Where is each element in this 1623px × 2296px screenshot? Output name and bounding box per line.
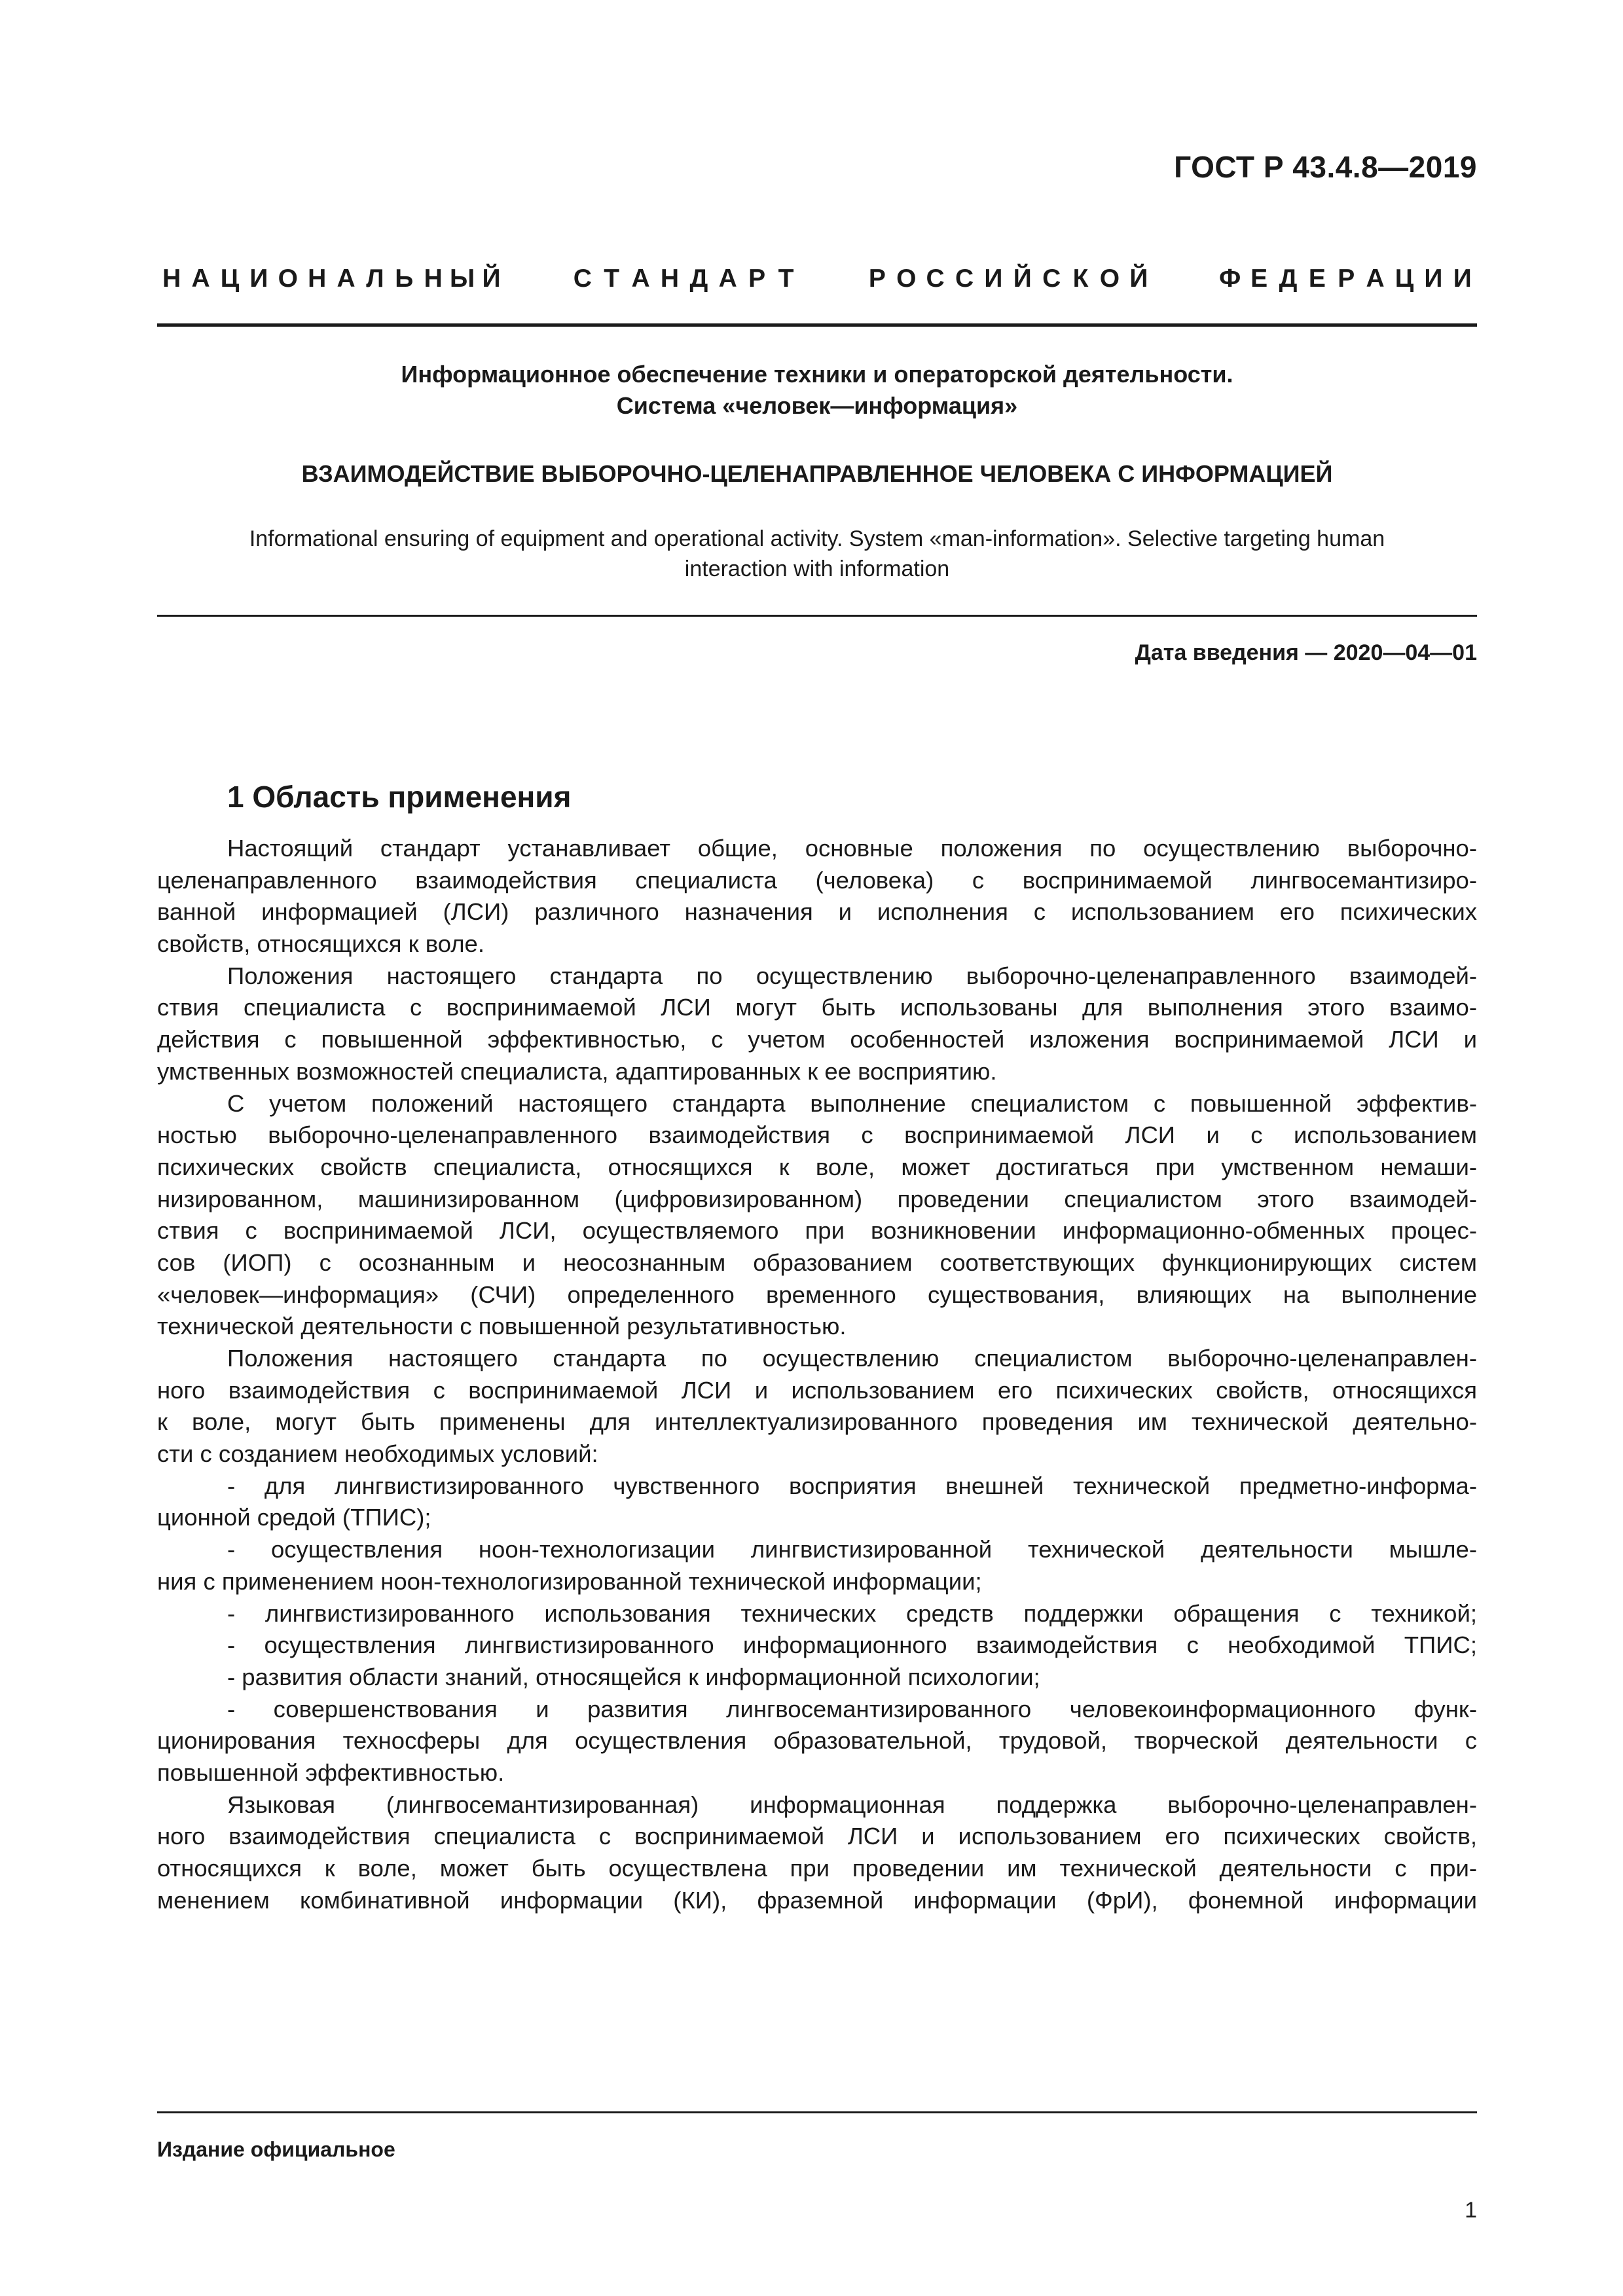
body-line: ствия с воспринимаемой ЛСИ, осуществляемого при возникновении информационно-обменных процес- — [157, 1217, 1477, 1245]
title-main: ВЗАИМОДЕЙСТВИЕ ВЫБОРОЧНО-ЦЕЛЕНАПРАВЛЕННОЕ ЧЕЛОВЕКА С ИНФОРМАЦИЕЙ — [301, 460, 1333, 487]
title-english-line-1: Informational ensuring of equipment and operational activity. System «man-information». Selective targeting human — [249, 526, 1385, 551]
title-english — [157, 524, 1477, 584]
footer-rule — [157, 2111, 1477, 2113]
body-line: свойств, относящихся к воле. — [157, 930, 484, 958]
section-body — [157, 833, 1477, 1916]
national-standard-banner — [157, 264, 1477, 293]
national-standard-word: Р О С С И Й С К О Й — [868, 264, 1148, 293]
page-number: 1 — [1465, 2198, 1477, 2223]
standard-code: ГОСТ Р 43.4.8—2019 — [1174, 150, 1477, 184]
title-line-2: Система «человек—информация» — [616, 392, 1018, 419]
body-line: низированном, машинизированном (цифровизированном) проведении специалистом этого взаимодей- — [157, 1185, 1477, 1212]
body-line: менением комбинативной информации (КИ), фраземной информации (ФрИ), фонемной информации — [157, 1886, 1477, 1914]
body-line: - для лингвистизированного чувственного восприятия внешней технической предметно-информа- — [227, 1472, 1477, 1499]
body-line: к воле, могут быть применены для интеллектуализированного проведения им технической деятельно- — [157, 1408, 1477, 1436]
body-line: психических свойств специалиста, относящихся к воле, может достигаться при умственном немаши- — [157, 1153, 1477, 1180]
body-line: сов (ИОП) с осознанным и неосознанным образованием соответствующих функционирующих систем — [157, 1248, 1477, 1276]
body-line: действия с повышенной эффективностью, с учетом особенностей изложения воспринимаемой ЛСИ и — [157, 1026, 1477, 1053]
body-line: ностью выборочно-целенаправленного взаимодействия с воспринимаемой ЛСИ и с использованием — [157, 1121, 1477, 1149]
body-line: - развития области знаний, относящейся к информационной психологии; — [227, 1663, 1040, 1690]
body-line: Языковая (лингвосемантизированная) информационная поддержка выборочно-целенаправлен- — [227, 1791, 1477, 1818]
body-line: сти с созданием необходимых условий: — [157, 1440, 598, 1468]
body-line: - совершенствования и развития лингвосемантизированного человекоинформационного функ- — [227, 1695, 1477, 1722]
national-standard-word: Н А Ц И О Н А Л Ь Н Ы Й — [162, 264, 501, 293]
body-line: ного взаимодействия специалиста с воспринимаемой ЛСИ и использованием его психических свойств, — [157, 1823, 1477, 1850]
body-line: Положения настоящего стандарта по осуществлению специалистом выборочно-целенаправлен- — [227, 1345, 1477, 1372]
edition-label: Издание официальное — [157, 2138, 395, 2161]
body-line: Настоящий стандарт устанавливает общие, основные положения по осуществлению выборочно- — [227, 835, 1477, 862]
body-line: - осуществления лингвистизированного информационного взаимодействия с необходимой ТПИС; — [227, 1631, 1477, 1659]
date-of-introduction: Дата введения — 2020—04—01 — [1135, 640, 1477, 665]
body-line: Положения настоящего стандарта по осуществлению выборочно-целенаправленного взаимодей- — [227, 962, 1477, 989]
body-line: ционирования техносферы для осуществления образовательной, трудовой, творческой деятельности с — [157, 1727, 1477, 1755]
body-line: - осуществления ноон-технологизации лингвистизированной технической деятельности мышле- — [227, 1536, 1477, 1563]
section-heading: 1 Область применения — [227, 780, 572, 814]
body-line: С учетом положений настоящего стандарта выполнение специалистом с повышенной эффектив- — [227, 1089, 1477, 1117]
body-line: «человек—информация» (СЧИ) определенного временного существования, влияющих на выполнение — [157, 1281, 1477, 1308]
title-block — [157, 359, 1477, 422]
body-line: целенаправленного взаимодействия специалиста (человека) с воспринимаемой лингвосемантизиро- — [157, 866, 1477, 894]
body-line: относящихся к воле, может быть осуществлена при проведении им технической деятельности с при- — [157, 1855, 1477, 1882]
national-standard-word: С Т А Н Д А Р Т — [573, 264, 794, 293]
body-line: ванной информацией (ЛСИ) различного назначения и исполнения с использованием его психических — [157, 898, 1477, 926]
body-line: ного взаимодействия с воспринимаемой ЛСИ и использованием его психических свойств, относящихся — [157, 1376, 1477, 1404]
body-line: ствия специалиста с воспринимаемой ЛСИ могут быть использованы для выполнения этого взаимо- — [157, 994, 1477, 1021]
document-page — [157, 0, 1477, 2296]
title-rule — [157, 615, 1477, 617]
title-english-line-2: interaction with information — [684, 556, 950, 581]
body-line: умственных возможностей специалиста, адаптированных к ее восприятию. — [157, 1057, 997, 1085]
body-line: повышенной эффективностью. — [157, 1758, 505, 1786]
body-line: технической деятельности с повышенной результативностью. — [157, 1313, 847, 1340]
body-line: ния с применением ноон-технологизированной технической информации; — [157, 1567, 982, 1595]
header-rule — [157, 323, 1477, 327]
title-line-1: Информационное обеспечение техники и операторской деятельности. — [401, 361, 1233, 388]
body-line: - лингвистизированного использования технических средств поддержки обращения с техникой; — [227, 1599, 1477, 1627]
body-line: ционной средой (ТПИС); — [157, 1504, 431, 1531]
national-standard-word: Ф Е Д Е Р А Ц И И — [1219, 264, 1472, 293]
